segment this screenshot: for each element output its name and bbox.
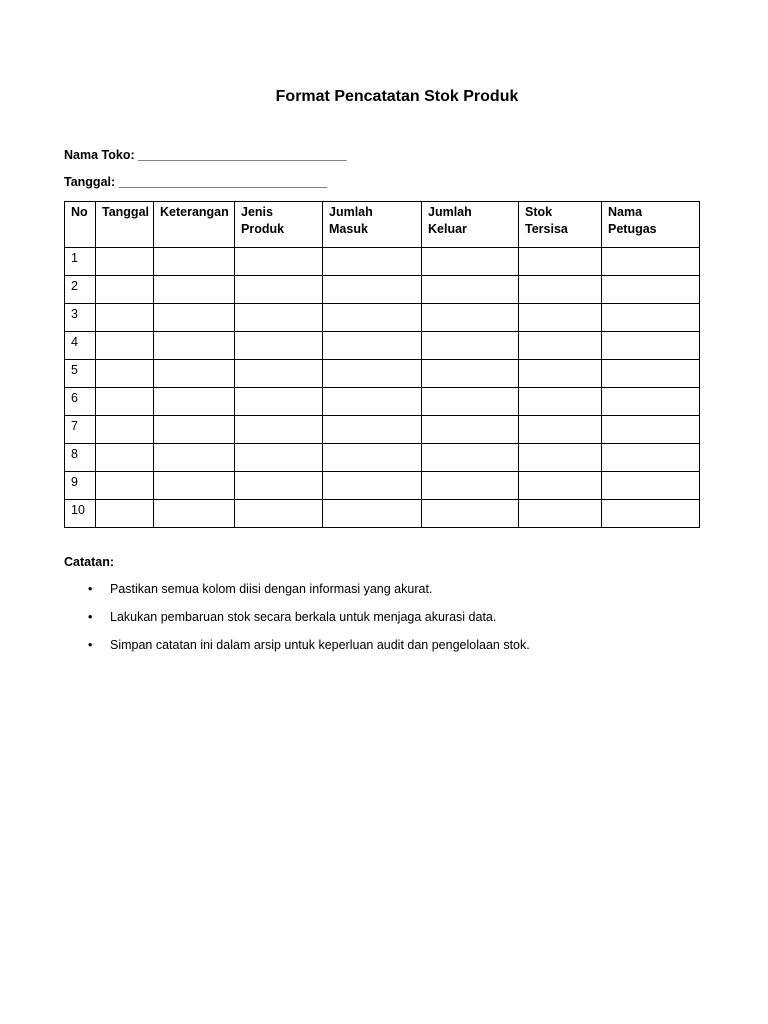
cell-jenis-produk (235, 304, 323, 332)
row-number: 6 (65, 388, 96, 416)
header-jenis-produk: Jenis Produk (235, 202, 323, 248)
cell-keterangan (154, 500, 235, 528)
list-item (64, 581, 530, 609)
table-row (65, 332, 700, 360)
table-row (65, 444, 700, 472)
cell-jenis-produk (235, 444, 323, 472)
cell-nama-petugas (602, 304, 700, 332)
cell-jenis-produk (235, 500, 323, 528)
cell-keterangan (154, 444, 235, 472)
cell-jumlah-keluar (422, 444, 519, 472)
cell-nama-petugas (602, 444, 700, 472)
notes-title: Catatan: (64, 555, 115, 569)
cell-nama-petugas (602, 276, 700, 304)
cell-jumlah-keluar (422, 276, 519, 304)
cell-jumlah-keluar (422, 304, 519, 332)
document-title: Format Pencatatan Stok Produk (275, 88, 519, 105)
cell-nama-petugas (602, 360, 700, 388)
cell-tanggal (96, 500, 154, 528)
row-number: 9 (65, 472, 96, 500)
cell-jumlah-masuk (323, 388, 422, 416)
cell-keterangan (154, 472, 235, 500)
row-number: 3 (65, 304, 96, 332)
cell-jumlah-masuk (323, 360, 422, 388)
cell-jumlah-masuk (323, 276, 422, 304)
date-field: Tanggal: ______________________________ (64, 175, 328, 189)
cell-nama-petugas (602, 416, 700, 444)
cell-jumlah-keluar (422, 500, 519, 528)
cell-tanggal (96, 388, 154, 416)
table-row (65, 304, 700, 332)
header-jumlah-keluar: Jumlah Keluar (422, 202, 519, 248)
note-text: Simpan catatan ini dalam arsip untuk keperluan audit dan pengelolaan stok. (110, 638, 530, 652)
cell-jumlah-keluar (422, 248, 519, 276)
bullet-icon: • (88, 610, 93, 624)
cell-nama-petugas (602, 248, 700, 276)
cell-jenis-produk (235, 332, 323, 360)
cell-jumlah-masuk (323, 500, 422, 528)
cell-nama-petugas (602, 332, 700, 360)
table-row (65, 360, 700, 388)
note-text: Pastikan semua kolom diisi dengan informasi yang akurat. (110, 582, 433, 596)
header-tanggal: Tanggal (96, 202, 154, 248)
cell-jumlah-masuk (323, 304, 422, 332)
cell-tanggal (96, 332, 154, 360)
header-nama-petugas: Nama Petugas (602, 202, 700, 248)
notes-list (64, 581, 530, 665)
list-item (64, 637, 530, 665)
cell-keterangan (154, 304, 235, 332)
cell-jumlah-keluar (422, 332, 519, 360)
cell-jumlah-masuk (323, 444, 422, 472)
cell-keterangan (154, 360, 235, 388)
table-row (65, 500, 700, 528)
header-no: No (65, 202, 96, 248)
cell-tanggal (96, 248, 154, 276)
cell-keterangan (154, 276, 235, 304)
cell-jenis-produk (235, 416, 323, 444)
cell-jenis-produk (235, 276, 323, 304)
cell-jenis-produk (235, 388, 323, 416)
row-number: 5 (65, 360, 96, 388)
header-keterangan: Keterangan (154, 202, 235, 248)
cell-stok-tersisa (519, 360, 602, 388)
cell-tanggal (96, 360, 154, 388)
row-number: 4 (65, 332, 96, 360)
row-number: 8 (65, 444, 96, 472)
table-header-row (65, 202, 700, 248)
row-number: 10 (65, 500, 96, 528)
cell-jumlah-masuk (323, 472, 422, 500)
cell-nama-petugas (602, 500, 700, 528)
cell-jumlah-keluar (422, 472, 519, 500)
list-item (64, 609, 530, 637)
cell-jumlah-masuk (323, 332, 422, 360)
cell-stok-tersisa (519, 416, 602, 444)
cell-keterangan (154, 388, 235, 416)
row-number: 7 (65, 416, 96, 444)
store-name-field: Nama Toko: ______________________________ (64, 148, 347, 162)
note-text: Lakukan pembaruan stok secara berkala untuk menjaga akurasi data. (110, 610, 497, 624)
cell-stok-tersisa (519, 304, 602, 332)
cell-keterangan (154, 416, 235, 444)
cell-jumlah-keluar (422, 416, 519, 444)
cell-jenis-produk (235, 472, 323, 500)
cell-jumlah-keluar (422, 360, 519, 388)
cell-stok-tersisa (519, 248, 602, 276)
cell-stok-tersisa (519, 276, 602, 304)
cell-tanggal (96, 304, 154, 332)
table-row (65, 472, 700, 500)
row-number: 2 (65, 276, 96, 304)
bullet-icon: • (88, 582, 93, 596)
header-jumlah-masuk: Jumlah Masuk (323, 202, 422, 248)
row-number: 1 (65, 248, 96, 276)
table-row (65, 248, 700, 276)
cell-stok-tersisa (519, 500, 602, 528)
cell-stok-tersisa (519, 444, 602, 472)
table-row (65, 416, 700, 444)
cell-stok-tersisa (519, 388, 602, 416)
cell-stok-tersisa (519, 332, 602, 360)
table-row (65, 276, 700, 304)
cell-jenis-produk (235, 360, 323, 388)
cell-keterangan (154, 332, 235, 360)
cell-keterangan (154, 248, 235, 276)
cell-tanggal (96, 416, 154, 444)
cell-tanggal (96, 472, 154, 500)
stock-table (64, 201, 700, 528)
cell-tanggal (96, 276, 154, 304)
cell-nama-petugas (602, 472, 700, 500)
cell-tanggal (96, 444, 154, 472)
cell-jumlah-masuk (323, 248, 422, 276)
cell-stok-tersisa (519, 472, 602, 500)
table-row (65, 388, 700, 416)
cell-nama-petugas (602, 388, 700, 416)
cell-jumlah-keluar (422, 388, 519, 416)
cell-jumlah-masuk (323, 416, 422, 444)
cell-jenis-produk (235, 248, 323, 276)
bullet-icon: • (88, 638, 93, 652)
header-stok-tersisa: Stok Tersisa (519, 202, 602, 248)
